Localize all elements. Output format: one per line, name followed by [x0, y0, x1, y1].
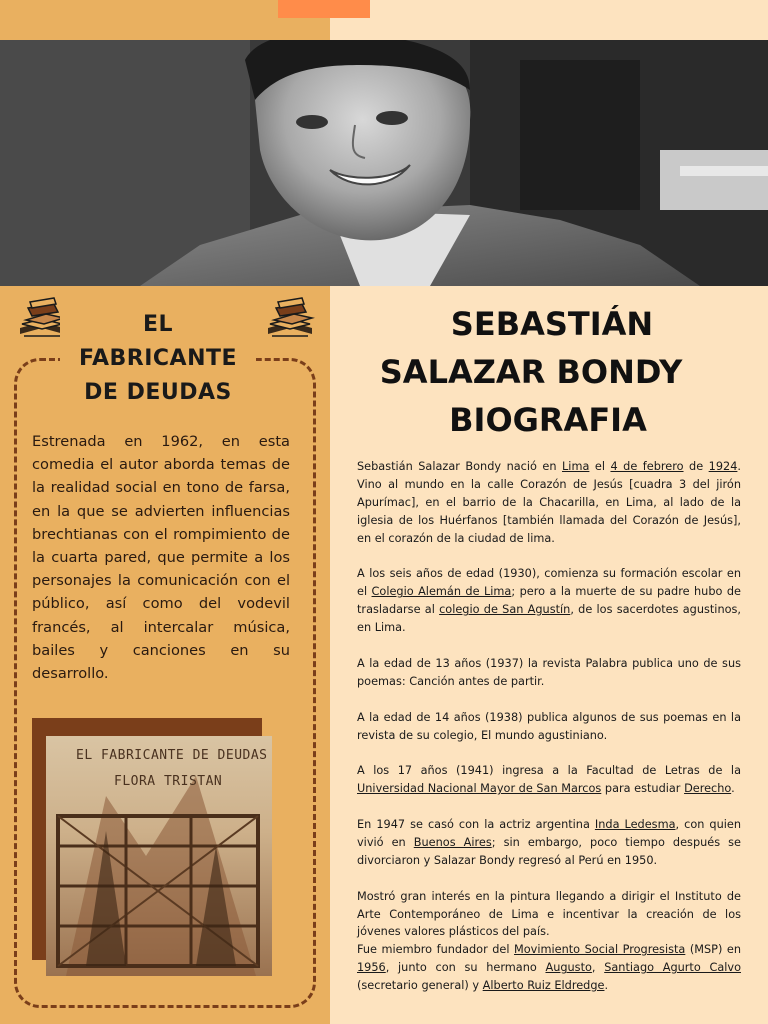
biography-text-run: A los seis años de edad (1930), comienza su formación escolar en el: [357, 567, 741, 599]
biography-text-run: ,: [591, 961, 605, 975]
biography-link[interactable]: colegio de San Agustín: [439, 603, 571, 617]
biography-title: [346, 300, 758, 444]
biography-text-run: el: [589, 460, 611, 473]
biography-title-line: SALAZAR BONDY: [379, 353, 683, 391]
cover-title: EL FABRICANTE DE DEUDAS: [76, 748, 268, 763]
biography-text-run: , de los sacerdotes agustinos, en Lima.: [357, 603, 741, 635]
play-title-line: FABRICANTE: [78, 346, 238, 371]
biography-text-run: .: [731, 782, 735, 796]
cover-subtitle: FLORA TRISTAN: [114, 774, 223, 789]
biography-paragraph: [357, 458, 741, 548]
biography-text-run: (secretario general) y: [357, 979, 483, 993]
biography-link[interactable]: Buenos Aires: [413, 835, 492, 849]
biography-paragraph: [357, 655, 741, 691]
biography-text-run: (MSP) en: [685, 943, 742, 957]
biography-paragraph: [357, 888, 741, 942]
left-column: [0, 286, 330, 1024]
biography-text-run: Fue miembro fundador del: [357, 943, 515, 957]
biography-title-line: SEBASTIÁN: [450, 305, 654, 343]
biography-link[interactable]: Alberto Ruiz Eldredge: [482, 979, 605, 993]
biography-text-run: A los 17 años (1941) ingresa a la Facultad de Letras de la: [357, 764, 741, 778]
biography-text-run: Mostró gran interés en la pintura llegando a dirigir el Instituto de Arte Contemporáneo de Lima e incentivar la creación de los jóvenes valores plásticos del país.: [357, 889, 741, 939]
biography-link[interactable]: 1924: [708, 460, 738, 473]
biography-text-run: . Vino al mundo en la calle Corazón de Jesús [cuadra 3 del jirón Apurímac], en el barrio de la Chacarilla, en Lima, al lado de la iglesia de los Huérfanos [también llamada del Corazón de Jesús], en el corazón de la ciudad de lima.: [357, 460, 741, 545]
biography-link[interactable]: Derecho: [684, 782, 732, 796]
biography-text-run: ; pero a la muerte de su padre hubo de trasladarse al: [357, 585, 741, 617]
biography-link[interactable]: Lima: [562, 460, 590, 473]
biography-text-run: para estudiar: [601, 782, 685, 796]
biography-link[interactable]: Augusto: [545, 961, 592, 975]
biography-text-run: A la edad de 13 años (1937) la revista Palabra publica uno de sus poemas: Canción antes de partir.: [357, 656, 741, 688]
play-title: [60, 308, 256, 410]
biography-link[interactable]: Colegio Alemán de Lima: [371, 585, 512, 599]
biography-text-run: de: [683, 460, 709, 473]
biography-title-line: BIOGRAFIA: [449, 401, 647, 439]
top-accent-bar: [278, 0, 370, 18]
play-title-line: DE DEUDAS: [84, 380, 232, 405]
biography-text-run: A la edad de 14 años (1938) publica algunos de sus poemas en la revista de su colegio, El mundo agustiniano.: [357, 710, 741, 742]
biography-text-run: ; sin embargo, poco tiempo después se divorciaron y Salazar Bondy regresó al Perú en 1950.: [357, 835, 741, 867]
book-cover-image: [46, 736, 272, 976]
biography-link[interactable]: 1956: [357, 961, 386, 975]
biography-paragraph: [357, 709, 741, 745]
biography-text-run: , junto con su hermano: [385, 961, 546, 975]
biography-paragraph: [357, 762, 741, 798]
biography-text-run: En 1947 se casó con la actriz argentina: [357, 818, 595, 832]
biography-link[interactable]: Universidad Nacional Mayor de San Marcos: [357, 782, 602, 796]
biography-paragraph: [357, 565, 741, 637]
biography-link[interactable]: Movimiento Social Progresista: [514, 943, 686, 957]
biography-text-run: , con quien vivió en: [357, 818, 741, 849]
play-description: Estrenada en 1962, en esta comedia el autor aborda temas de la realidad social en tono de farsa, en la que se advierten influencias brechtianas con el rompimiento de la cuarta pared, que permite a los personajes la comunicación con el público, así como del vodevil francés, al intercalar música, bailes y canciones en su desarrollo.: [32, 433, 290, 683]
top-strip-right: [330, 0, 768, 40]
biography-text-run: .: [604, 979, 609, 993]
biography-link[interactable]: 4 de febrero: [610, 460, 684, 473]
portrait-photo: [0, 40, 768, 286]
biography-link[interactable]: Inda Ledesma: [594, 818, 676, 832]
biography-link[interactable]: Santiago Agurto Calvo: [604, 961, 741, 975]
biography-paragraph: [357, 941, 741, 995]
biography-paragraph: [357, 816, 741, 870]
play-title-line: EL: [142, 312, 174, 337]
biography-text: [357, 458, 741, 1013]
biography-text-run: Sebastián Salazar Bondy nació en: [357, 460, 563, 473]
book-stack-icon: [262, 294, 318, 340]
